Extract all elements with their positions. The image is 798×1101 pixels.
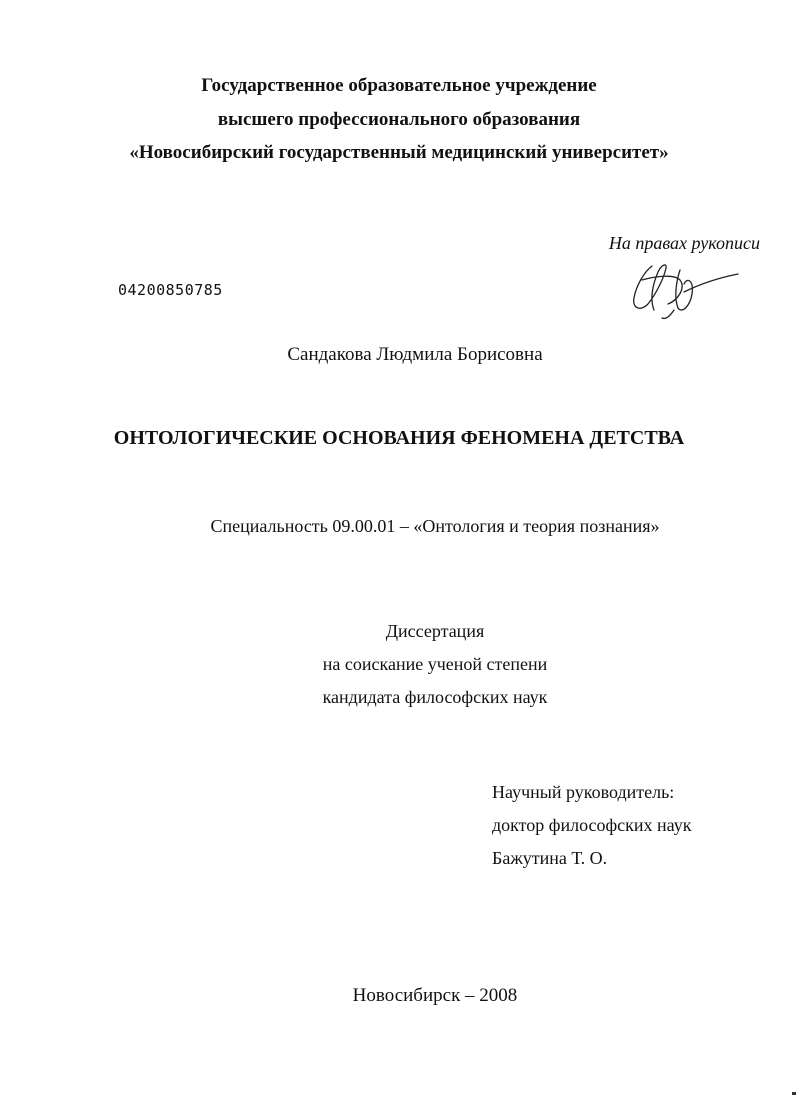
specialty: Специальность 09.00.01 – «Онтология и теория познания» bbox=[210, 516, 660, 536]
manuscript-rights-note: На правах рукописи bbox=[608, 233, 760, 253]
degree-line-1: Диссертация bbox=[385, 621, 485, 641]
degree-line-3: кандидата философских наук bbox=[322, 687, 548, 707]
supervisor-degree: доктор философских наук bbox=[492, 815, 692, 835]
signature-stroke-5 bbox=[662, 310, 674, 319]
archive-code: 04200850785 bbox=[118, 281, 223, 299]
supervisor-label: Научный руководитель: bbox=[492, 782, 675, 802]
supervisor-name: Бажутина Т. О. bbox=[492, 848, 608, 868]
signature-icon bbox=[622, 258, 742, 320]
signature-stroke-1 bbox=[634, 265, 666, 310]
institution-line-2: высшего профессионального образования bbox=[217, 109, 581, 130]
scan-artifact bbox=[792, 1092, 796, 1095]
signature-stroke-3 bbox=[676, 270, 693, 310]
author-name: Сандакова Людмила Борисовна bbox=[287, 344, 543, 365]
institution-line-1: Государственное образовательное учреждение bbox=[201, 75, 597, 96]
institution-line-3: «Новосибирский государственный медицинский университет» bbox=[129, 142, 669, 163]
degree-line-2: на соискание ученой степени bbox=[322, 654, 548, 674]
city-year: Новосибирск – 2008 bbox=[352, 985, 518, 1006]
dissertation-title: ОНТОЛОГИЧЕСКИЕ ОСНОВАНИЯ ФЕНОМЕНА ДЕТСТВА bbox=[113, 427, 685, 449]
